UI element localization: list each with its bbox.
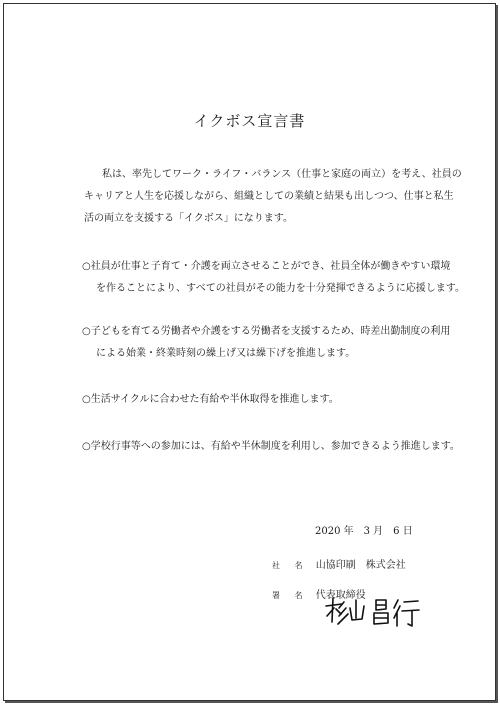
document-page bbox=[3, 3, 496, 701]
intro-paragraph bbox=[84, 164, 462, 230]
declaration-date: 2020 年 3 月 6 日 bbox=[315, 526, 413, 537]
declaration-item bbox=[82, 389, 462, 411]
signer-title: 代表取締役 bbox=[315, 590, 366, 601]
company-row bbox=[272, 556, 406, 571]
company-name: 山協印刷 株式会社 bbox=[315, 560, 406, 571]
document-title: イクボス宣言書 bbox=[193, 112, 306, 130]
item-line: を作ることにより、すべての社員がその能力を十分発揮できるように応援します。 bbox=[96, 283, 465, 294]
declaration-item bbox=[82, 321, 462, 365]
intro-line: 私は、率先してワーク・ライフ・バランス（仕事と家庭の両立）を考え、社員の bbox=[102, 169, 462, 180]
item-line: ○学校行事等への参加には、有給や半休制度を利用し、参加できるよう推進します。 bbox=[82, 441, 460, 452]
item-line: ○社員が仕事と子育て・介護を両立させることができ、社員全体が働きやすい環境 bbox=[82, 261, 451, 272]
item-line: ○生活サイクルに合わせた有給や半休取得を推進します。 bbox=[82, 394, 339, 405]
signer-label: 署 名 bbox=[272, 591, 309, 600]
declaration-item bbox=[82, 436, 462, 458]
intro-line: キャリアと人生を応援しながら、組織としての業績と結果も出しつつ、仕事と私生 bbox=[84, 191, 454, 202]
intro-line: 活の両立を支援する「イクボス」になります。 bbox=[84, 213, 293, 224]
company-label: 社 名 bbox=[272, 561, 309, 570]
item-line: による始業・終業時刻の繰上げ又は繰下げを推進します。 bbox=[96, 348, 356, 359]
handwritten-signature bbox=[322, 594, 422, 628]
item-line: ○子どもを育てる労働者や介護をする労働者を支援するため、時差出勤制度の利用 bbox=[82, 326, 451, 337]
declaration-item bbox=[82, 256, 465, 300]
